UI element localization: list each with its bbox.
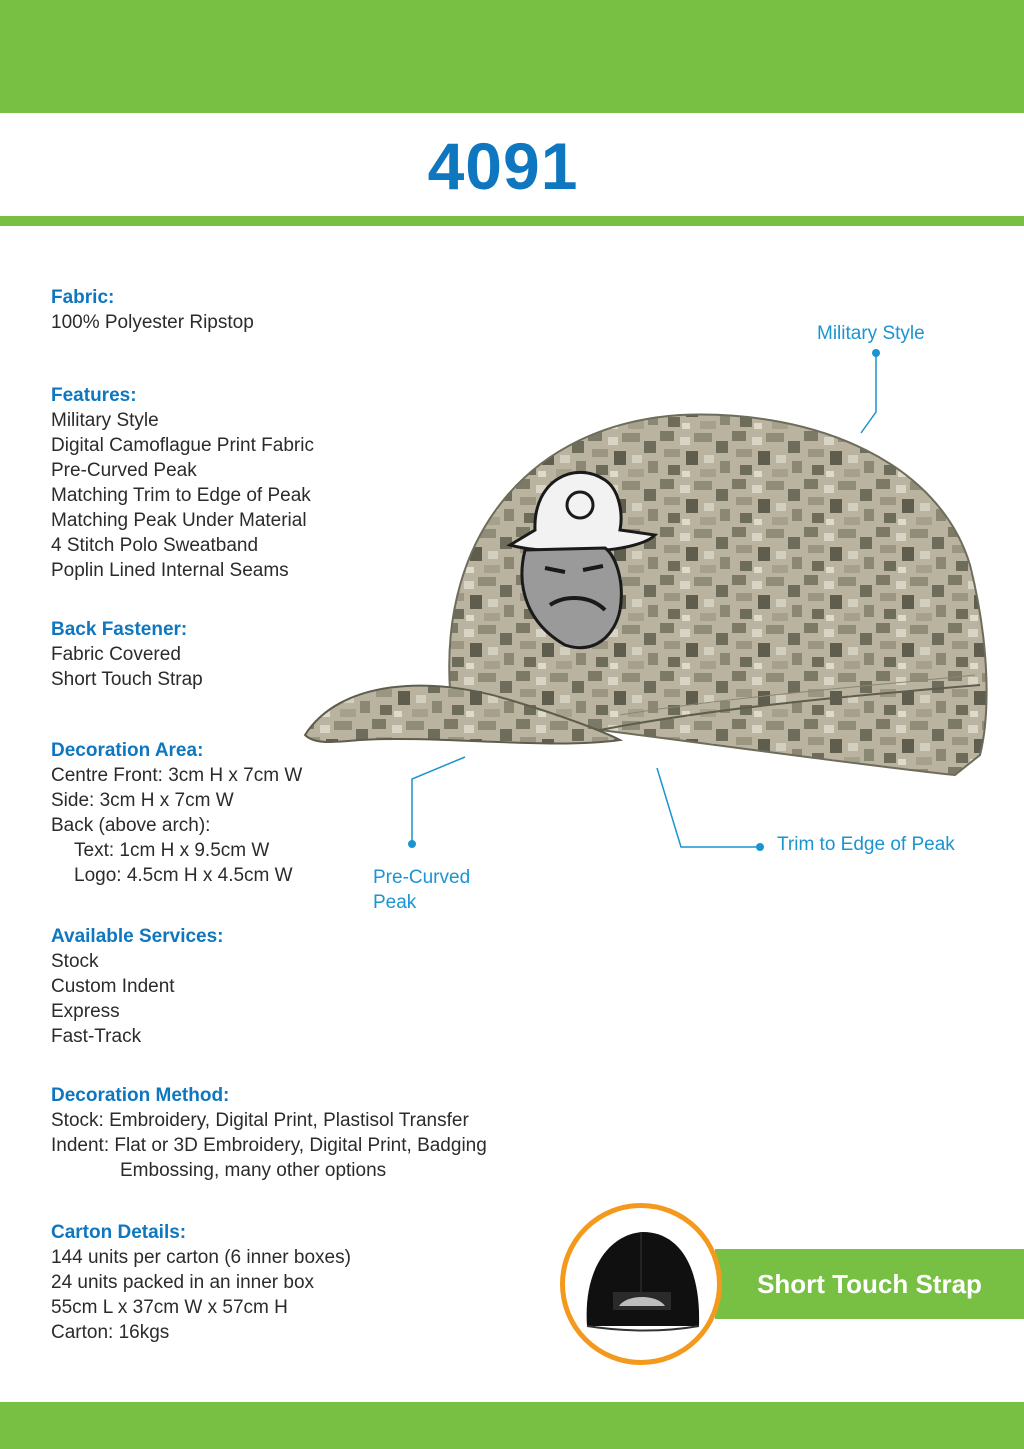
spec-line: Matching Trim to Edge of Peak bbox=[51, 485, 311, 506]
callout-military-style: Military Style bbox=[817, 323, 925, 344]
spec-line: Stock bbox=[51, 951, 99, 972]
spec-heading: Features: bbox=[51, 385, 137, 406]
spec-line: 55cm L x 37cm W x 57cm H bbox=[51, 1297, 288, 1318]
spec-heading: Decoration Area: bbox=[51, 740, 204, 761]
product-code: 4091 bbox=[427, 129, 579, 203]
spec-line: Back (above arch): bbox=[51, 815, 211, 836]
callout-trim-to-edge: Trim to Edge of Peak bbox=[777, 834, 955, 855]
spec-line: 100% Polyester Ripstop bbox=[51, 312, 254, 333]
spec-line: Pre-Curved Peak bbox=[51, 460, 197, 481]
black-cap-back-image bbox=[565, 1208, 717, 1360]
spec-heading: Fabric: bbox=[51, 287, 115, 308]
spec-line: Indent: Flat or 3D Embroidery, Digital Print, Badging bbox=[51, 1135, 487, 1156]
spec-line: Embossing, many other options bbox=[120, 1160, 387, 1181]
strap-label: Short Touch Strap bbox=[757, 1269, 982, 1299]
spec-line: Side: 3cm H x 7cm W bbox=[51, 790, 234, 811]
callout-pre-curved-line1: Pre-Curved bbox=[373, 867, 471, 888]
spec-line: Text: 1cm H x 9.5cm W bbox=[74, 840, 270, 861]
spec-heading: Carton Details: bbox=[51, 1222, 187, 1243]
spec-line: Poplin Lined Internal Seams bbox=[51, 560, 289, 581]
strap-detail-image bbox=[560, 1203, 722, 1365]
bottom-green-band bbox=[0, 1402, 1024, 1449]
callout-pre-curved-line2: Peak bbox=[373, 892, 417, 913]
spec-heading: Available Services: bbox=[51, 926, 224, 947]
spec-line: 4 Stitch Polo Sweatband bbox=[51, 535, 259, 556]
spec-line: Military Style bbox=[51, 410, 159, 431]
spec-line: Fast-Track bbox=[51, 1026, 142, 1047]
spec-line: Fabric Covered bbox=[51, 644, 181, 665]
spec-line: Short Touch Strap bbox=[51, 669, 203, 690]
spec-line: Logo: 4.5cm H x 4.5cm W bbox=[74, 865, 293, 886]
spec-line: Matching Peak Under Material bbox=[51, 510, 307, 531]
spec-heading: Back Fastener: bbox=[51, 619, 188, 640]
spec-line: Carton: 16kgs bbox=[51, 1322, 170, 1343]
spec-line: 144 units per carton (6 inner boxes) bbox=[51, 1247, 351, 1268]
spec-line: Express bbox=[51, 1001, 120, 1022]
spec-line: Centre Front: 3cm H x 7cm W bbox=[51, 765, 303, 786]
spec-line: 24 units packed in an inner box bbox=[51, 1272, 315, 1293]
spec-line: Stock: Embroidery, Digital Print, Plastisol Transfer bbox=[51, 1110, 469, 1131]
spec-line: Custom Indent bbox=[51, 976, 175, 997]
spec-line: Digital Camoflague Print Fabric bbox=[51, 435, 314, 456]
spec-heading: Decoration Method: bbox=[51, 1085, 230, 1106]
